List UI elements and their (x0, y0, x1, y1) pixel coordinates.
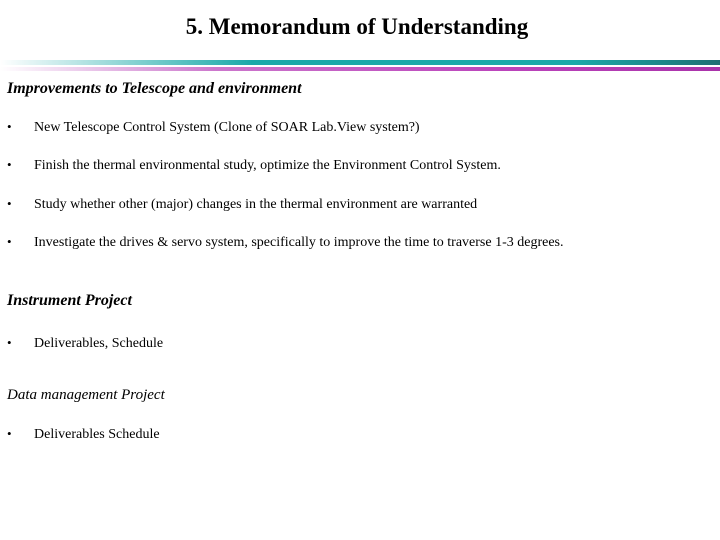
section-heading-data-management: Data management Project (7, 387, 165, 403)
divider-teal-band (0, 60, 720, 65)
bullet-icon: • (7, 426, 12, 441)
title-divider (0, 60, 720, 72)
list-item-text: New Telescope Control System (Clone of SOAR Lab.View system?) (34, 120, 420, 135)
list-item (7, 426, 160, 443)
slide-title: 5. Memorandum of Understanding (185, 14, 529, 39)
list-item-text: Deliverables Schedule (34, 427, 160, 442)
list-item-text: Deliverables, Schedule (34, 336, 164, 351)
bullet-icon: • (7, 335, 12, 350)
list-item (7, 157, 501, 174)
bullet-icon: • (7, 157, 12, 172)
section-heading-telescope: Improvements to Telescope and environment (7, 80, 302, 97)
list-item (7, 119, 420, 136)
list-item (7, 335, 163, 352)
list-item (7, 234, 564, 251)
bullet-icon: • (7, 196, 12, 211)
bullet-icon: • (7, 119, 12, 134)
bullet-icon: • (7, 234, 12, 249)
list-item (7, 196, 477, 213)
list-item-text: Finish the thermal environmental study, optimize the Environment Control System. (34, 158, 501, 173)
list-item-text: Study whether other (major) changes in the thermal environment are warranted (34, 197, 478, 212)
divider-magenta-band (0, 67, 720, 71)
list-item-text: Investigate the drives & servo system, specifically to improve the time to traverse 1-3 degrees. (34, 235, 564, 250)
section-heading-instrument: Instrument Project (7, 292, 132, 309)
